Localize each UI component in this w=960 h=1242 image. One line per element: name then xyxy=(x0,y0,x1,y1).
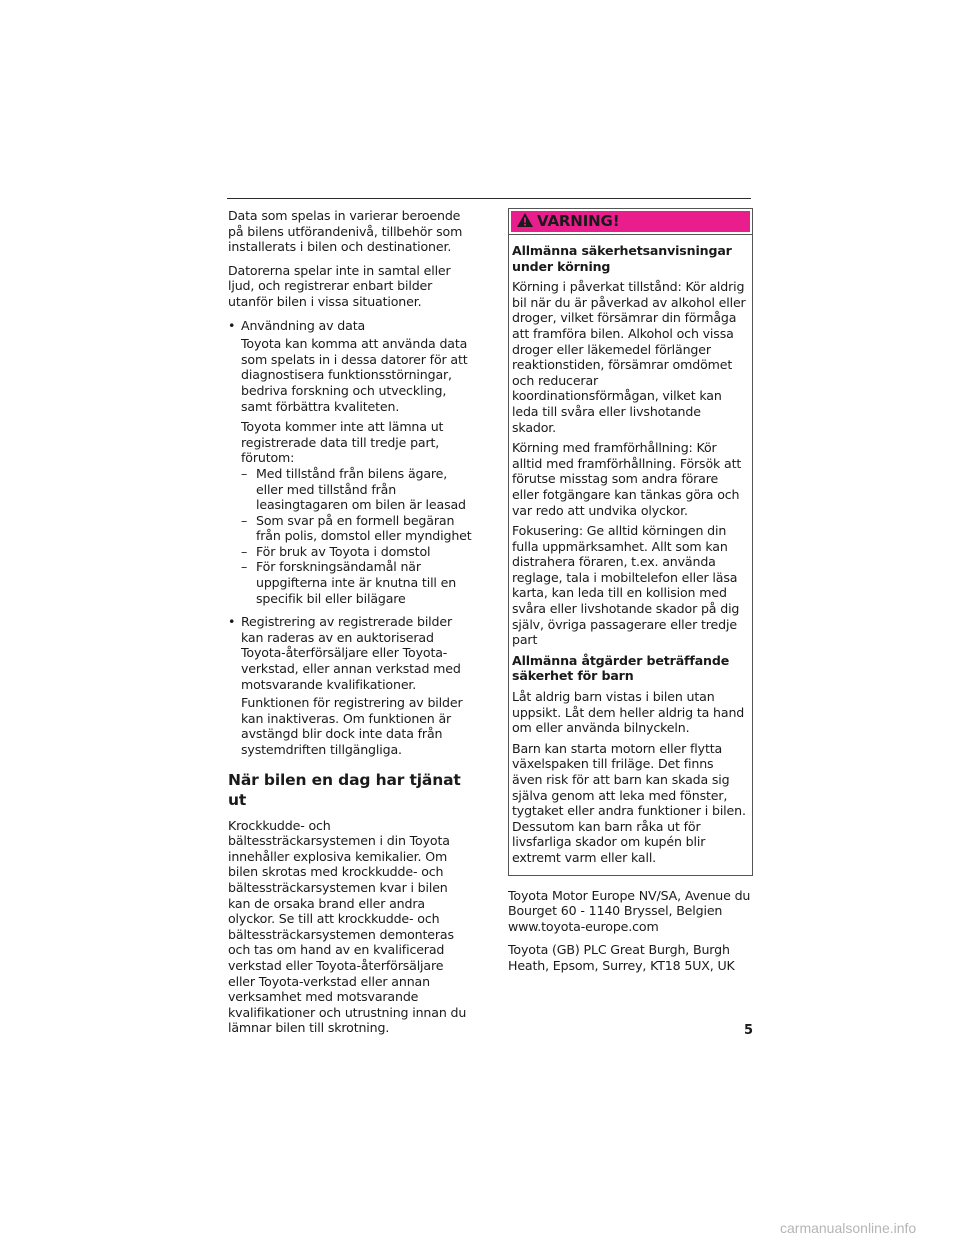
watermark: carmanualsonline.info xyxy=(780,1220,917,1236)
list-item: – Som svar på en formell begäran från polis, domstol eller myndighet xyxy=(228,513,472,544)
intro-paragraph-1: Data som spelas in varierar beroende på bilens utförandenivå, tillbehör som installerats i bilen och destinationer. xyxy=(228,208,463,255)
intro-paragraph-2: Datorerna spelar inte in samtal eller ljud, och registrerar enbart bilder utanför bilen i vissa situationer. xyxy=(228,262,451,309)
warning-subheading-children: Allmänna åtgärder beträffande säkerhet för barn xyxy=(512,652,730,684)
exceptions-list xyxy=(228,466,472,606)
warning-paragraph: Körning i påverkat tillstånd: Kör aldrig bil när du är påverkad av alkohol eller droger, vilket försämrar din förmåga att framföra bilen. Alkohol och vissa droger eller läkemedel förlänger reaktionstiden, försämrar omdömet och reducerar koordinationsförmågan, vilket kan leda till svåra eller livshotande skador. xyxy=(512,279,746,435)
warning-subheading-driving: Allmänna säkerhetsanvisningar under körning xyxy=(512,243,732,274)
warning-paragraph: Låt aldrig barn vistas i bilen utan uppsikt. Låt dem heller aldrig ta hand om eller använda bilnyckeln. xyxy=(512,689,745,736)
section-heading: När bilen en dag har tjänat ut xyxy=(228,770,461,809)
warning-header xyxy=(511,211,750,232)
page-number: 5 xyxy=(744,1023,754,1038)
bullet-data-usage: • Användning av data xyxy=(228,318,472,334)
warning-paragraph: Fokusering: Ge alltid körningen din fulla uppmärksamhet. Allt som kan distrahera föraren, t.ex. använda reglage, tala i mobiltelefon eller läsa karta, kan leda till en kollision med svåra eller livshotande skador på dig själv, övriga passagerare eller tredje part xyxy=(512,523,740,648)
image-registration-paragraph: Funktionen för registrering av bilder kan inaktiveras. Om funktionen är avstängd blir dock inte data från systemdriften tillgängliga. xyxy=(241,695,463,757)
top-rule xyxy=(227,198,751,199)
list-item: – För bruk av Toyota i domstol xyxy=(228,544,472,560)
data-usage-paragraph-2: Toyota kommer inte att lämna ut registrerade data till tredje part, förutom: xyxy=(241,419,444,466)
list-item: – För forskningsändamål när uppgifterna inte är knutna till en specifik bil eller bilägare xyxy=(228,559,472,606)
warning-box xyxy=(508,208,753,876)
address-toyota-europe: Toyota Motor Europe NV/SA, Avenue du Bourget 60 - 1140 Bryssel, Belgien www.toyota-europe.com xyxy=(508,887,751,934)
data-usage-paragraph-1: Toyota kan komma att använda data som spelats in i dessa datorer för att diagnostisera funktionsstörningar, bedriva forskning och utveckling, samt förbättra kvaliteten. xyxy=(241,336,468,414)
list-item: – Med tillstånd från bilens ägare, eller med tillstånd från leasingtagaren om bilen är leasad xyxy=(228,466,472,513)
warning-paragraph: Körning med framförhållning: Kör alltid med framförhållning. Försök att förutse misstag som andra förare eller fotgängare kan tänkas göra och var redo att undvika olyckor. xyxy=(512,440,742,518)
warning-triangle-icon xyxy=(516,212,537,232)
right-column xyxy=(508,208,753,982)
left-column xyxy=(228,208,472,1044)
warning-label: VARNING! xyxy=(537,211,620,230)
address-toyota-gb: Toyota (GB) PLC Great Burgh, Burgh Heath, Epsom, Surrey, KT18 5UX, UK xyxy=(508,942,735,973)
warning-body xyxy=(509,235,752,875)
bullet-image-registration: • Registrering av registrerade bilder kan raderas av en auktoriserad Toyota-återförsäljare eller Toyota-verkstad, eller annan verkstad med motsvarande kvalifikationer. xyxy=(228,614,472,692)
scrapping-paragraph: Krockkudde- och bältessträckarsystemen i din Toyota innehåller explosiva kemikalier. Om bilen skrotas med krockkudde- och bältessträckarsystemen kvar i bilen kan de orsaka brand eller andra olyckor. Se till att krockkudde- och bältessträckarsystemen demonteras och tas om hand av en kvalificerad verkstad eller Toyota-återförsäljare eller Toyota-verkstad eller annan verksamhet med motsvarande kvalifikationer och utrustning innan du lämnar bilen till skrotning. xyxy=(228,817,467,1036)
warning-paragraph: Barn kan starta motorn eller flytta växelspaken till friläge. Det finns även risk för att barn kan skada sig själva genom att leka med fönster, tygtaket eller andra funktioner i bilen. Dessutom kan barn råka ut för livsfarliga skador om kupén blir extremt varm eller kall. xyxy=(512,740,746,865)
